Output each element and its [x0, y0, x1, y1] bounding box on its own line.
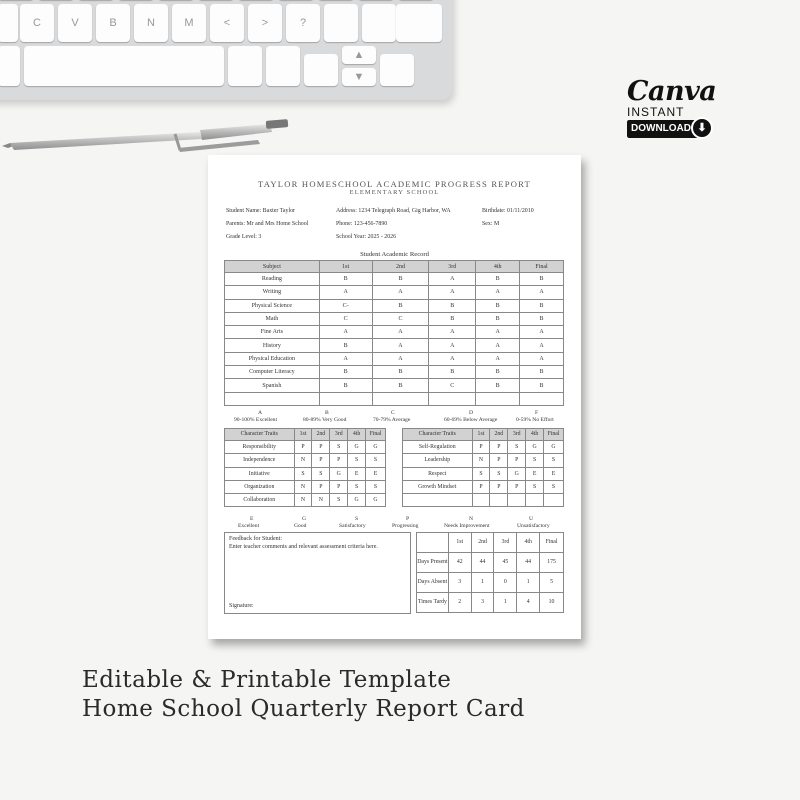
grade-level: Grade Level: 3	[226, 234, 262, 240]
value-cell[interactable]: B	[319, 379, 372, 392]
value-cell[interactable]: S	[348, 480, 366, 493]
value-cell[interactable]: N	[294, 454, 312, 467]
header-cell: Final	[520, 261, 564, 273]
caption-line-2: Home School Quarterly Report Card	[82, 696, 525, 722]
keyboard-key: ?	[286, 4, 320, 42]
value-cell[interactable]: S	[526, 454, 544, 467]
traits-table-left	[224, 428, 386, 507]
header-cell: 3rd	[508, 428, 526, 440]
value-cell[interactable]: N	[294, 494, 312, 507]
value-cell[interactable]: 5	[540, 572, 564, 592]
keyboard-key: ▲	[342, 46, 376, 64]
value-cell[interactable]: 4	[517, 592, 540, 612]
value-cell[interactable]: N	[294, 480, 312, 493]
row-label-cell[interactable]: Days Absent	[417, 572, 449, 592]
keyboard-key	[362, 4, 396, 42]
table-row	[403, 440, 564, 453]
value-cell[interactable]: P	[508, 454, 526, 467]
keyboard-key	[266, 46, 300, 86]
legend-letter: D	[469, 409, 474, 416]
value-cell[interactable]: E	[348, 467, 366, 480]
value-cell[interactable]: P	[312, 454, 330, 467]
value-cell[interactable]: A	[372, 339, 429, 352]
keyboard-key: B	[96, 4, 130, 42]
value-cell[interactable]	[490, 494, 508, 507]
row-label-cell[interactable]	[403, 494, 473, 507]
academic-table	[224, 260, 564, 406]
legend-letter: A	[258, 409, 263, 416]
table-row	[225, 299, 564, 312]
table-row	[225, 440, 386, 453]
legend-desc: 90-100% Excellent	[234, 416, 278, 423]
value-cell[interactable]: 42	[448, 552, 471, 572]
value-cell[interactable]: 3	[471, 592, 494, 612]
value-cell[interactable]: G	[330, 467, 348, 480]
value-cell[interactable]: A	[429, 352, 476, 365]
value-cell[interactable]	[508, 494, 526, 507]
value-cell[interactable]: S	[544, 454, 564, 467]
keyboard-key	[0, 46, 20, 86]
value-cell[interactable]: A	[429, 339, 476, 352]
value-cell[interactable]: B	[476, 312, 520, 325]
keyboard-key: N	[134, 4, 168, 42]
row-label-cell[interactable]: Times Tardy	[417, 592, 449, 612]
value-cell[interactable]: P	[312, 440, 330, 453]
table-row	[225, 392, 564, 405]
table-row	[403, 494, 564, 507]
legend-letter: P	[406, 515, 410, 522]
header-cell: Character Traits	[403, 428, 473, 440]
table-row	[225, 286, 564, 299]
header-cell: 3rd	[494, 532, 517, 552]
table-row	[225, 326, 564, 339]
value-cell[interactable]: A	[476, 326, 520, 339]
legend-desc: Needs Improvement	[444, 522, 490, 529]
row-label-cell[interactable]: Math	[225, 312, 320, 325]
value-cell[interactable]: P	[490, 440, 508, 453]
value-cell[interactable]: P	[330, 480, 348, 493]
value-cell[interactable]: P	[330, 454, 348, 467]
table-header-row	[417, 532, 564, 552]
value-cell[interactable]: E	[366, 467, 386, 480]
value-cell[interactable]: B	[520, 299, 564, 312]
value-cell[interactable]: A	[429, 273, 476, 286]
row-label-cell[interactable]: Initiative	[225, 467, 295, 480]
value-cell[interactable]: 1	[471, 572, 494, 592]
row-label-cell[interactable]: Independence	[225, 454, 295, 467]
value-cell[interactable]: A	[429, 326, 476, 339]
keyboard-key: >	[248, 4, 282, 42]
legend-desc: Satisfactory	[339, 522, 366, 529]
header-cell: 1st	[319, 261, 372, 273]
keyboard-key	[396, 4, 442, 42]
keyboard-key: C	[20, 4, 54, 42]
attendance-table	[416, 532, 564, 613]
keyboard-key: ▼	[342, 68, 376, 86]
value-cell[interactable]: B	[372, 379, 429, 392]
value-cell[interactable]: 10	[540, 592, 564, 612]
table-row	[403, 467, 564, 480]
keyboard-key	[324, 4, 358, 42]
legend-letter: E	[250, 515, 254, 522]
download-arrow-icon: ⬇	[691, 117, 713, 139]
value-cell[interactable]: 45	[494, 552, 517, 572]
value-cell[interactable]	[429, 392, 476, 405]
table-row	[403, 480, 564, 493]
value-cell[interactable]: P	[490, 454, 508, 467]
header-cell: Character Traits	[225, 428, 295, 440]
row-label-cell[interactable]: Days Present	[417, 552, 449, 572]
value-cell[interactable]: P	[472, 440, 490, 453]
legend-letter: F	[535, 409, 539, 416]
value-cell[interactable]: B	[476, 379, 520, 392]
value-cell[interactable]: 44	[471, 552, 494, 572]
value-cell[interactable]: 1	[494, 592, 517, 612]
value-cell[interactable]: P	[472, 480, 490, 493]
row-label-cell[interactable]: History	[225, 339, 320, 352]
row-label-cell[interactable]: Spanish	[225, 379, 320, 392]
header-cell: 1st	[448, 532, 471, 552]
value-cell[interactable]	[526, 494, 544, 507]
value-cell[interactable]: S	[312, 467, 330, 480]
record-title: Student Academic Record	[360, 251, 429, 258]
feedback-box[interactable]	[224, 532, 411, 614]
table-row	[225, 379, 564, 392]
value-cell[interactable]: G	[348, 494, 366, 507]
caption-line-1: Editable & Printable Template	[82, 667, 452, 693]
table-header-row	[403, 428, 564, 440]
table-row	[225, 312, 564, 325]
feedback-label: Feedback for Student:	[229, 535, 282, 542]
legend-desc: 70-79% Average	[373, 416, 411, 423]
student-info	[224, 205, 565, 251]
row-label-cell[interactable]: Collaboration	[225, 494, 295, 507]
value-cell[interactable]: S	[294, 467, 312, 480]
keyboard-key	[228, 46, 262, 86]
value-cell[interactable]	[319, 392, 372, 405]
canva-logo: Canva	[627, 76, 717, 107]
value-cell[interactable]: A	[319, 286, 372, 299]
row-label-cell[interactable]: Writing	[225, 286, 320, 299]
keyboard-key: V	[58, 4, 92, 42]
value-cell[interactable]: 1	[517, 572, 540, 592]
report-card-page	[208, 155, 581, 639]
value-cell[interactable]: A	[520, 352, 564, 365]
keyboard-key	[24, 46, 224, 86]
header-cell: 4th	[348, 428, 366, 440]
value-cell[interactable]: G	[526, 440, 544, 453]
value-cell[interactable]: B	[520, 273, 564, 286]
school-year: School Year: 2025 - 2026	[336, 234, 397, 240]
table-row	[225, 454, 386, 467]
row-label-cell[interactable]: Responsibility	[225, 440, 295, 453]
value-cell[interactable]: B	[319, 366, 372, 379]
value-cell[interactable]: A	[476, 286, 520, 299]
value-cell[interactable]: A	[476, 339, 520, 352]
value-cell[interactable]: E	[544, 467, 564, 480]
header-cell: 4th	[517, 532, 540, 552]
value-cell[interactable]: A	[319, 326, 372, 339]
table-row	[225, 352, 564, 365]
download-label: DOWNLOAD	[631, 123, 691, 134]
value-cell[interactable]	[372, 392, 429, 405]
value-cell[interactable]: B	[372, 299, 429, 312]
sex: Sex: M	[482, 221, 500, 227]
value-cell[interactable]: S	[366, 480, 386, 493]
canva-badge	[627, 78, 727, 138]
header-cell: 1st	[294, 428, 312, 440]
keyboard-key	[304, 54, 338, 86]
value-cell[interactable]: S	[508, 440, 526, 453]
value-cell[interactable]: G	[544, 440, 564, 453]
value-cell[interactable]: G	[366, 440, 386, 453]
legend-letter: C	[391, 409, 395, 416]
value-cell[interactable]: 2	[448, 592, 471, 612]
row-label-cell[interactable]: Computer Literacy	[225, 366, 320, 379]
header-cell: 3rd	[429, 261, 476, 273]
value-cell[interactable]: 3	[448, 572, 471, 592]
traits-table-right	[402, 428, 564, 507]
row-label-cell[interactable]: Reading	[225, 273, 320, 286]
value-cell[interactable]: S	[472, 467, 490, 480]
keyboard-key: <	[210, 4, 244, 42]
keyboard-key: M	[172, 4, 206, 42]
value-cell[interactable]: B	[520, 366, 564, 379]
header-cell: Final	[544, 428, 564, 440]
value-cell[interactable]: N	[312, 494, 330, 507]
trait-legend	[224, 514, 565, 532]
keyboard-key	[0, 4, 18, 42]
keyboard-key	[380, 54, 414, 86]
keyboard	[0, 0, 452, 100]
address: Address: 1234 Telegraph Road, Gig Harbor, WA	[336, 208, 451, 214]
value-cell[interactable]	[476, 392, 520, 405]
header-cell: 4th	[526, 428, 544, 440]
header-cell: 1st	[472, 428, 490, 440]
value-cell[interactable]: E	[526, 467, 544, 480]
student-name: Student Name: Baxter Taylor	[226, 208, 296, 214]
value-cell[interactable]: B	[429, 312, 476, 325]
table-row	[403, 454, 564, 467]
value-cell[interactable]	[544, 494, 564, 507]
table-header-row	[225, 261, 564, 273]
value-cell[interactable]: A	[429, 286, 476, 299]
value-cell[interactable]: C	[319, 312, 372, 325]
row-label-cell[interactable]: Leadership	[403, 454, 473, 467]
row-label-cell[interactable]	[225, 392, 320, 405]
value-cell[interactable]: B	[520, 312, 564, 325]
table-row	[417, 552, 564, 572]
table-header-row	[225, 428, 386, 440]
value-cell[interactable]: S	[526, 480, 544, 493]
value-cell[interactable]: A	[520, 286, 564, 299]
value-cell[interactable]: B	[476, 299, 520, 312]
value-cell[interactable]: 175	[540, 552, 564, 572]
value-cell[interactable]: B	[319, 273, 372, 286]
instant-label: INSTANT	[627, 105, 685, 119]
legend-desc: 0-59% No Effort	[516, 416, 554, 423]
value-cell[interactable]: B	[429, 366, 476, 379]
table-row	[225, 494, 386, 507]
legend-desc: 60-69% Below Average	[444, 416, 498, 423]
value-cell[interactable]: S	[348, 454, 366, 467]
report-title: TAYLOR HOMESCHOOL ACADEMIC PROGRESS REPORT	[258, 179, 531, 189]
value-cell[interactable]: B	[319, 339, 372, 352]
header-cell: Final	[366, 428, 386, 440]
row-label-cell[interactable]: Physical Education	[225, 352, 320, 365]
value-cell[interactable]: 44	[517, 552, 540, 572]
value-cell[interactable]: N	[472, 454, 490, 467]
value-cell[interactable]: B	[476, 366, 520, 379]
header-cell: 2nd	[471, 532, 494, 552]
legend-letter: S	[355, 515, 359, 522]
header-cell: 2nd	[312, 428, 330, 440]
value-cell[interactable]: A	[372, 326, 429, 339]
header-cell: Final	[540, 532, 564, 552]
row-label-cell[interactable]: Fine Arts	[225, 326, 320, 339]
value-cell[interactable]: B	[476, 273, 520, 286]
header-cell: 2nd	[372, 261, 429, 273]
table-row	[225, 339, 564, 352]
parents: Parents: Mr and Mrs Home School	[226, 221, 309, 227]
header-cell: 3rd	[330, 428, 348, 440]
value-cell[interactable]	[520, 392, 564, 405]
legend-letter: B	[325, 409, 329, 416]
legend-desc: Unsatisfactory	[517, 522, 550, 529]
value-cell[interactable]: A	[372, 286, 429, 299]
row-label-cell[interactable]: Physical Science	[225, 299, 320, 312]
value-cell[interactable]: C	[429, 379, 476, 392]
row-label-cell[interactable]: Self-Regulation	[403, 440, 473, 453]
value-cell[interactable]: A	[520, 326, 564, 339]
table-row	[225, 366, 564, 379]
table-row	[225, 467, 386, 480]
value-cell[interactable]: A	[520, 339, 564, 352]
legend-desc: Progressing	[392, 522, 419, 529]
birthdate: Birthdate: 01/11/2010	[482, 208, 534, 214]
header-cell: 2nd	[490, 428, 508, 440]
download-pill	[627, 120, 707, 138]
legend-desc: Excellent	[238, 522, 260, 529]
value-cell[interactable]: G	[366, 494, 386, 507]
legend-letter: N	[469, 515, 474, 522]
value-cell[interactable]: B	[372, 273, 429, 286]
value-cell[interactable]: B	[429, 299, 476, 312]
value-cell[interactable]: S	[330, 440, 348, 453]
value-cell[interactable]: P	[490, 480, 508, 493]
row-label-cell[interactable]: Respect	[403, 467, 473, 480]
value-cell[interactable]: S	[366, 454, 386, 467]
value-cell[interactable]: A	[319, 352, 372, 365]
table-row	[225, 273, 564, 286]
value-cell[interactable]: B	[520, 379, 564, 392]
feedback-text: Enter teacher comments and relevant assessment criteria here.	[229, 543, 378, 550]
value-cell[interactable]: G	[508, 467, 526, 480]
value-cell[interactable]: P	[312, 480, 330, 493]
header-cell: Subject	[225, 261, 320, 273]
grade-legend	[224, 408, 565, 428]
value-cell[interactable]: A	[372, 352, 429, 365]
value-cell[interactable]: 0	[494, 572, 517, 592]
value-cell[interactable]	[472, 494, 490, 507]
table-row	[417, 572, 564, 592]
value-cell[interactable]: G	[348, 440, 366, 453]
header-cell	[417, 532, 449, 552]
value-cell[interactable]: S	[490, 467, 508, 480]
value-cell[interactable]: S	[544, 480, 564, 493]
header-cell: 4th	[476, 261, 520, 273]
value-cell[interactable]: B	[372, 366, 429, 379]
legend-letter: G	[302, 515, 307, 522]
legend-desc: 80-89% Very Good	[303, 416, 347, 423]
signature-label: Signature:	[229, 602, 254, 609]
phone: Phone: 123-456-7890	[336, 221, 388, 227]
legend-letter: U	[529, 515, 534, 522]
value-cell[interactable]: C-	[319, 299, 372, 312]
value-cell[interactable]: A	[476, 352, 520, 365]
value-cell[interactable]: S	[330, 494, 348, 507]
table-row	[225, 480, 386, 493]
value-cell[interactable]: C	[372, 312, 429, 325]
value-cell[interactable]: P	[294, 440, 312, 453]
legend-desc: Good	[294, 522, 307, 529]
row-label-cell[interactable]: Growth Mindset	[403, 480, 473, 493]
table-row	[417, 592, 564, 612]
value-cell[interactable]: P	[508, 480, 526, 493]
row-label-cell[interactable]: Organization	[225, 480, 295, 493]
report-subtitle: ELEMENTARY SCHOOL	[349, 189, 440, 196]
